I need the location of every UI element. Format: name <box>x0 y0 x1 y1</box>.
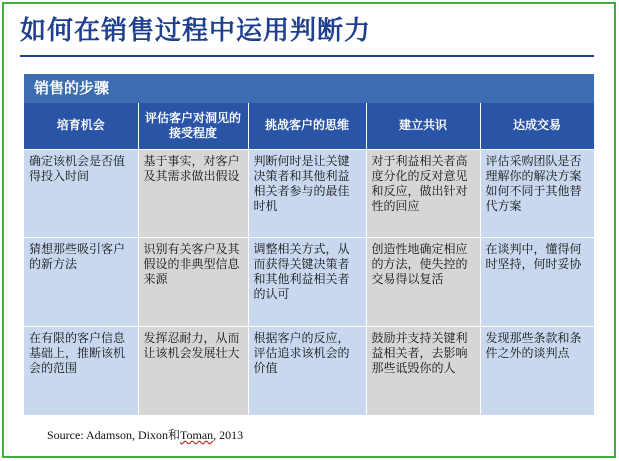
table-cell: 调整相关方式，从而获得关键决策者和其他利益相关者的认可 <box>248 238 366 327</box>
source-author-underlined: Toman <box>180 428 214 442</box>
column-header: 达成交易 <box>480 103 594 149</box>
table-cell: 发挥忍耐力，从而让该机会发展壮大 <box>138 326 248 415</box>
table-cell: 对于利益相关者高度分化的反对意见和反应，做出针对性的回应 <box>366 149 480 238</box>
column-header: 评估客户对洞见的接受程度 <box>138 103 248 149</box>
table-cell: 创造性地确定相应的方法，使失控的交易得以复活 <box>366 238 480 327</box>
table-cell: 评估采购团队是否理解你的解决方案如何不同于其他替代方案 <box>480 149 594 238</box>
table-cell: 在谈判中，懂得何时坚持，何时妥协 <box>480 238 594 327</box>
page-title: 如何在销售过程中运用判断力 <box>20 16 372 46</box>
table-header-row <box>24 103 594 149</box>
column-header: 建立共识 <box>366 103 480 149</box>
source-and: 和 <box>168 428 181 442</box>
sales-steps-table <box>24 103 595 415</box>
column-header: 挑战客户的思维 <box>248 103 366 149</box>
source-prefix: Source: Adamson, Dixon <box>47 428 168 442</box>
table-row <box>24 326 594 415</box>
table-cell: 确定该机会是否值得投入时间 <box>24 149 138 238</box>
table-cell: 鼓励并支持关键利益相关者，去影响那些诋毁你的人 <box>366 326 480 415</box>
section-header: 销售的步骤 <box>24 74 594 103</box>
title-divider <box>20 55 594 57</box>
table-row <box>24 149 594 238</box>
table-cell: 根据客户的反应，评估追求该机会的价值 <box>248 326 366 415</box>
table-row <box>24 238 594 327</box>
table-cell: 发现那些条款和条件之外的谈判点 <box>480 326 594 415</box>
source-suffix: , 2013 <box>213 428 244 442</box>
table-cell: 猜想那些吸引客户的新方法 <box>24 238 138 327</box>
source-citation <box>47 426 243 443</box>
table-cell: 在有限的客户信息基础上，推断该机会的范围 <box>24 326 138 415</box>
table-cell: 识别有关客户及其假设的非典型信息来源 <box>138 238 248 327</box>
table-cell: 基于事实，对客户及其需求做出假设 <box>138 149 248 238</box>
column-header: 培育机会 <box>24 103 138 149</box>
table-cell: 判断何时是让关键决策者和其他利益相关者参与的最佳时机 <box>248 149 366 238</box>
